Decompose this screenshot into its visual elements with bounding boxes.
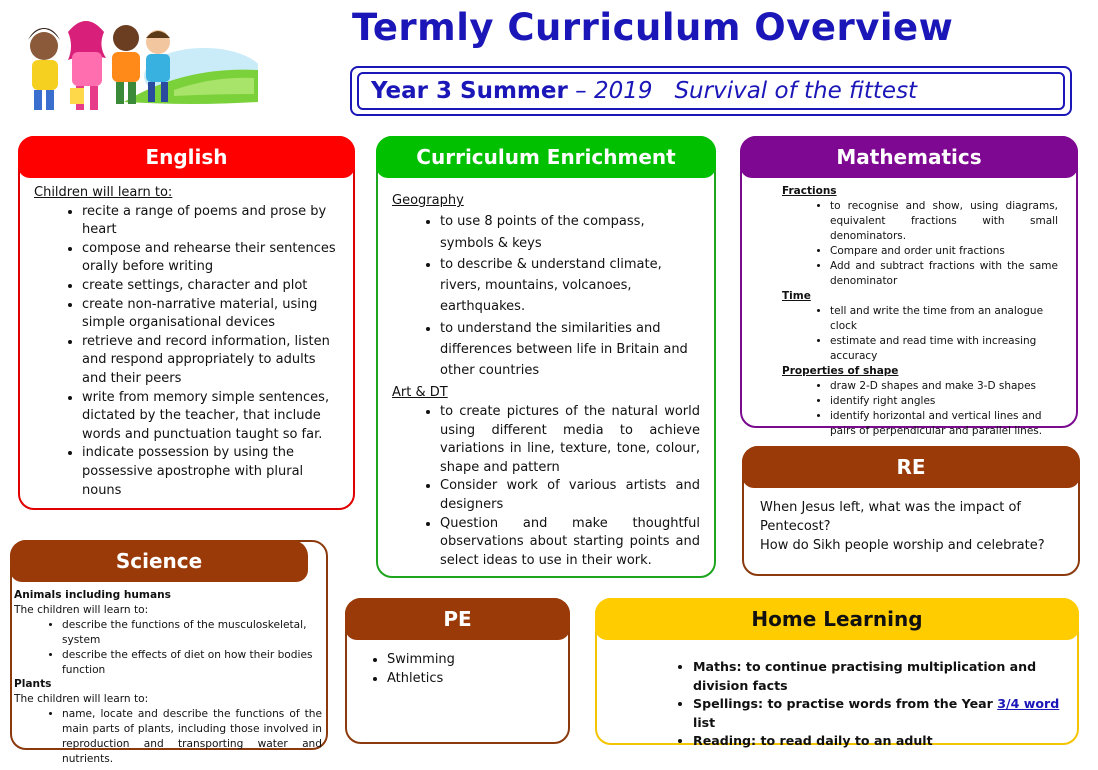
animals-label: Animals including humans <box>14 589 171 601</box>
time-list <box>782 304 1058 364</box>
list-item: • compose and rehearse their sentences orally before writing <box>82 240 339 277</box>
geography-label: Geography <box>392 193 464 208</box>
home-learning-list <box>667 658 1065 751</box>
maths-heading: Mathematics <box>740 136 1078 178</box>
subtitle-banner <box>350 66 1072 116</box>
list-item: • Question and make thoughtful observations about starting points and select ideas to use in their work. <box>440 515 700 571</box>
list-item: • to describe & understand climate, rivers, mountains, volcanoes, earthquakes. <box>440 254 700 318</box>
list-item: • tell and write the time from an analogue clock <box>830 304 1058 334</box>
re-question-2: How do Sikh people worship and celebrate? <box>760 538 1045 553</box>
re-panel <box>742 446 1080 576</box>
list-item: • Athletics <box>387 669 554 688</box>
list-item: • describe the functions of the musculoskeletal, system <box>62 618 322 648</box>
shape-label: Properties of shape <box>782 365 899 377</box>
plants-label: Plants <box>14 678 52 691</box>
list-item: • name, locate and describe the functions of the main parts of plants, including those involved in reproduction and transporting water and nutrients. <box>62 707 322 767</box>
animals-intro: The children will learn to: <box>14 603 149 616</box>
shape-list <box>782 379 1058 439</box>
home-learning-panel <box>595 598 1079 749</box>
list-item: • indicate possession by using the possessive apostrophe with plural nouns <box>82 444 339 500</box>
list-item: • to use 8 points of the compass, symbols & keys <box>440 211 700 254</box>
animals-list <box>14 618 322 678</box>
list-item: • Consider work of various artists and designers <box>440 477 700 514</box>
word-list-link[interactable]: 3/4 word <box>997 696 1060 712</box>
spellings-suffix: list <box>693 714 716 730</box>
art-list <box>392 403 700 570</box>
english-list <box>34 203 339 501</box>
list-item: • create settings, character and plot <box>82 277 339 296</box>
maths-panel <box>740 136 1078 437</box>
pe-list <box>349 650 554 688</box>
children-illustration <box>14 6 258 124</box>
list-item <box>693 695 1065 732</box>
pe-heading: PE <box>345 598 570 640</box>
time-label: Time <box>782 290 811 302</box>
re-heading: RE <box>742 446 1080 488</box>
subtitle-year: Year 3 Summer <box>371 78 568 104</box>
list-item: • Compare and order unit fractions <box>830 244 1058 259</box>
list-item: • identify horizontal and vertical lines and pairs of perpendicular and parallel lines. <box>830 409 1058 439</box>
list-item: • Reading: to read daily to an adult <box>693 732 1065 751</box>
list-item: • describe the effects of diet on how their bodies function <box>62 648 322 678</box>
home-learning-heading: Home Learning <box>595 598 1079 640</box>
art-label: Art & DT <box>392 384 448 400</box>
enrichment-panel <box>376 136 716 578</box>
list-item: • write from memory simple sentences, dictated by the teacher, that include words and punctuation taught so far. <box>82 389 339 445</box>
subtitle-topic: Survival of the fittest <box>674 78 918 104</box>
list-item: • identify right angles <box>830 394 1058 409</box>
subtitle-date: 2019 <box>593 78 653 104</box>
list-item: • recite a range of poems and prose by heart <box>82 203 339 240</box>
science-panel <box>10 540 328 765</box>
list-item: • to understand the similarities and differences between life in Britain and other countries <box>440 318 700 382</box>
subtitle-dash: – <box>575 78 587 104</box>
plants-list <box>14 707 322 767</box>
list-item: • estimate and read time with increasing accuracy <box>830 334 1058 364</box>
plants-intro: The children will learn to: <box>14 693 149 706</box>
list-item: • retrieve and record information, listen and respond appropriately to adults and their peers <box>82 333 339 389</box>
english-panel <box>18 136 355 510</box>
list-item: • to recognise and show, using diagrams, equivalent fractions with small denominators. <box>830 199 1058 244</box>
list-item: • create non-narrative material, using simple organisational devices <box>82 296 339 333</box>
enrichment-heading: Curriculum Enrichment <box>376 136 716 178</box>
list-item: • draw 2-D shapes and make 3-D shapes <box>830 379 1058 394</box>
english-heading: English <box>18 136 355 178</box>
fractions-label: Fractions <box>782 185 837 197</box>
fractions-list <box>782 199 1058 289</box>
page-title: Termly Curriculum Overview <box>352 6 954 49</box>
spellings-text: Spellings: to practise words from the Year <box>693 696 998 712</box>
re-question-1: When Jesus left, what was the impact of Pentecost? <box>760 500 1021 534</box>
geography-list <box>392 211 700 381</box>
list-item: • Add and subtract fractions with the same denominator <box>830 259 1058 289</box>
english-intro: Children will learn to: <box>34 185 173 200</box>
list-item: • Maths: to continue practising multiplication and division facts <box>693 658 1065 695</box>
list-item: • to create pictures of the natural world using different media to achieve variations in line, texture, tone, colour, shape and pattern <box>440 403 700 477</box>
pe-panel <box>345 598 570 744</box>
science-heading: Science <box>10 540 308 582</box>
list-item: • Swimming <box>387 650 554 669</box>
